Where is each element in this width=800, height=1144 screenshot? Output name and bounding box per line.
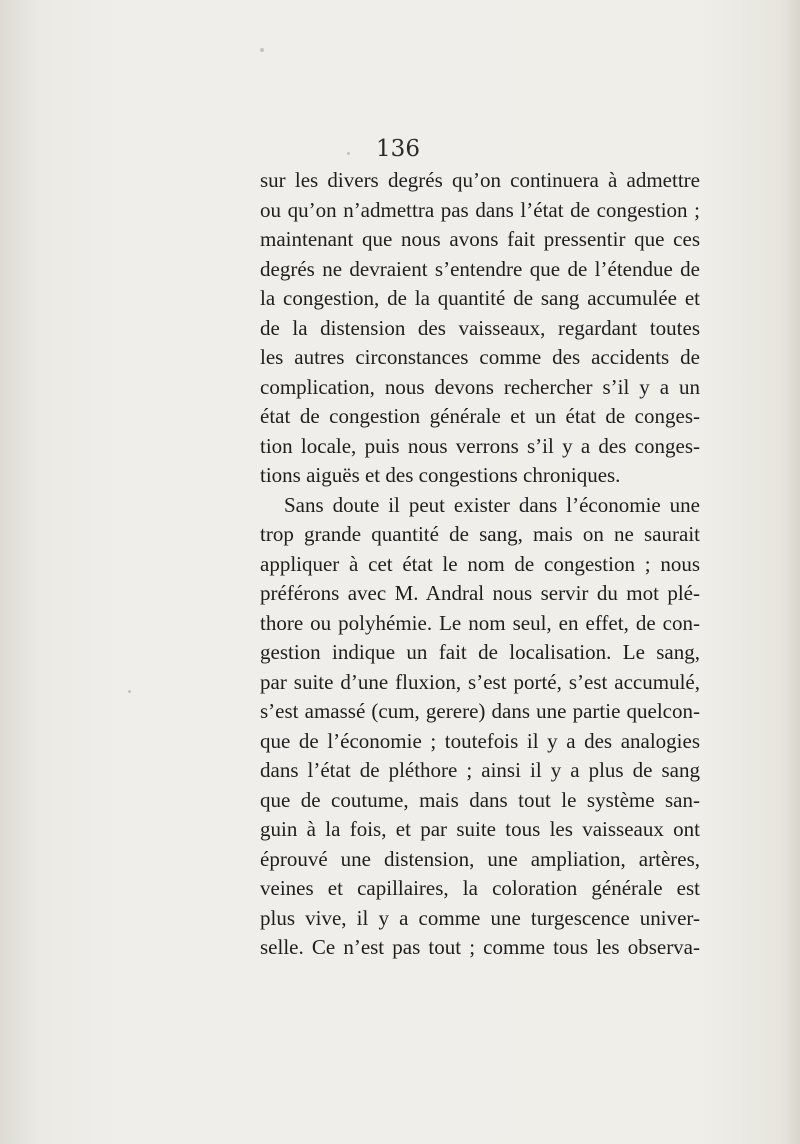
text-line: les autres circonstances comme des accidents de: [260, 345, 700, 369]
text-line: s’est amassé (cum, gerere) dans une partie quelcon-: [260, 699, 700, 723]
text-line: dans l’état de pléthore ; ainsi il y a plus de sang: [260, 758, 700, 782]
text-line: guin à la fois, et par suite tous les vaisseaux ont: [260, 817, 700, 841]
text-line: que de coutume, mais dans tout le système san-: [260, 787, 700, 812]
text-line: éprouvé une distension, une ampliation, artères,: [260, 846, 700, 871]
text-line: préférons avec M. Andral nous servir du mot plé-: [260, 581, 700, 605]
text-line: tion locale, puis nous verrons s’il y a des conges-: [260, 433, 700, 458]
text-line: selle. Ce n’est pas tout ; comme tous les observa-: [260, 935, 700, 959]
text-line: Sans doute il peut exister dans l’économie une: [284, 492, 700, 517]
text-line: veines et capillaires, la coloration générale est: [260, 876, 700, 900]
text-line: par suite d’une fluxion, s’est porté, s’est accumulé,: [260, 669, 700, 694]
text-line: trop grande quantité de sang, mais on ne saurait: [260, 522, 700, 546]
text-line: complication, nous devons rechercher s’il y a un: [260, 374, 700, 399]
page-number: 136: [376, 136, 420, 162]
text-line: sur les divers degrés qu’on continuera à admettre: [260, 168, 700, 192]
body-text: [260, 166, 700, 963]
text-line: appliquer à cet état le nom de congestion ; nous: [260, 551, 700, 576]
text-line: que de l’économie ; toutefois il y a des analogies: [260, 728, 700, 753]
text-line: de la distension des vaisseaux, regardant toutes: [260, 315, 700, 340]
text-line: plus vive, il y a comme une turgescence univer-: [260, 905, 700, 930]
text-line: gestion indique un fait de localisation. Le sang,: [260, 640, 700, 664]
text-line: ou qu’on n’admettra pas dans l’état de congestion ;: [260, 197, 700, 222]
text-line: maintenant que nous avons fait pressentir que ces: [260, 227, 700, 251]
text-line: la congestion, de la quantité de sang accumulée et: [260, 286, 700, 310]
text-line: tions aiguës et des congestions chroniques.: [260, 463, 621, 487]
paper-speck: [128, 690, 131, 693]
text-line: thore ou polyhémie. Le nom seul, en effet, de con-: [260, 610, 700, 635]
paper-speck: [260, 48, 264, 52]
text-line: état de congestion générale et un état de conges-: [260, 404, 700, 428]
text-line: degrés ne devraient s’entendre que de l’étendue de: [260, 256, 700, 281]
